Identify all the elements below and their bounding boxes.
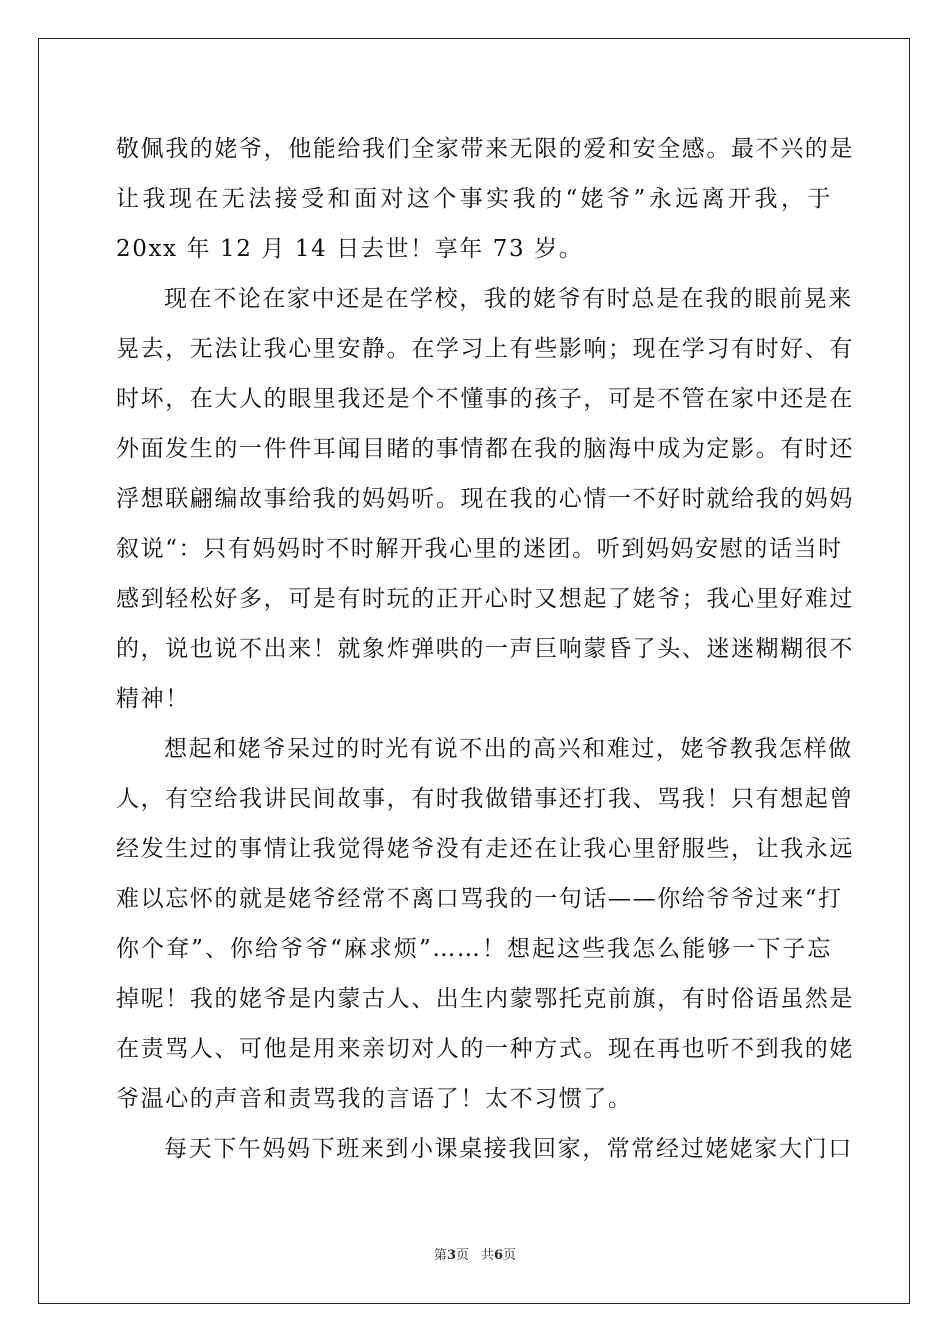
text-line: 你个耷”、你给爷爷“麻求烦”……！想起这些我怎么能够一下子忘: [116, 936, 832, 962]
current-page-number: 3: [446, 1248, 456, 1263]
text-line: 难以忘怀的就是姥爷经常不离口骂我的一句话——你给爷爷过来“打: [116, 886, 843, 912]
total-prefix: 共: [481, 1248, 495, 1263]
total-page-number: 6: [494, 1248, 504, 1263]
text-line: 人，有空给我讲民间故事，有时我做错事还打我、骂我！只有想起曾: [116, 786, 854, 812]
page-footer: [0, 1247, 950, 1265]
text-line: 20xx 年 12 月 14 日去世！享年 73 岁。: [116, 236, 584, 262]
paragraph-first-line: 每天下午妈妈下班来到小课桌接我回家，常常经过姥姥家大门口: [164, 1136, 853, 1162]
total-suffix: 页: [503, 1248, 517, 1263]
text-line: 浮想联翩编故事给我的妈妈听。现在我的心情一不好时就给我的妈妈: [116, 486, 854, 512]
text-line: 敬佩我的姥爷，他能给我们全家带来无限的爱和安全感。最不兴的是: [116, 136, 854, 162]
text-line: 爷温心的声音和责骂我的言语了！太不习惯了。: [116, 1086, 633, 1112]
text-line: 经发生过的事情让我觉得姥爷没有走还在让我心里舒服些，让我永远: [116, 836, 854, 862]
paragraph-first-line: 现在不论在家中还是在学校，我的姥爷有时总是在我的眼前晃来: [164, 286, 853, 312]
text-line: 晃去，无法让我心里安静。在学习上有些影响；现在学习有时好、有: [116, 336, 854, 362]
page-prefix: 第: [433, 1248, 447, 1263]
text-line: 让我现在无法接受和面对这个事实我的“姥爷”永远离开我，于: [116, 186, 832, 212]
text-line: 叙说“：只有妈妈时不时解开我心里的迷团。听到妈妈安慰的话当时: [116, 536, 843, 562]
paragraph-first-line: 想起和姥爷呆过的时光有说不出的高兴和难过，姥爷教我怎样做: [164, 736, 853, 762]
page-border: [38, 38, 910, 1304]
text-line: 感到轻松好多，可是有时玩的正开心时又想起了姥爷；我心里好难过: [116, 586, 854, 612]
text-line: 精神！: [116, 686, 190, 712]
text-line: 外面发生的一件件耳闻目睹的事情都在我的脑海中成为定影。有时还: [116, 436, 854, 462]
page-suffix: 页: [455, 1248, 469, 1263]
text-line: 时坏，在大人的眼里我还是个不懂事的孩子，可是不管在家中还是在: [116, 386, 854, 412]
text-line: 的，说也说不出来！就象炸弹哄的一声巨响蒙昏了头、迷迷糊糊很不: [116, 636, 854, 662]
text-line: 掉呢！我的姥爷是内蒙古人、出生内蒙鄂托克前旗，有时俗语虽然是: [116, 986, 854, 1012]
text-line: 在责骂人、可他是用来亲切对人的一种方式。现在再也听不到我的姥: [116, 1036, 854, 1062]
